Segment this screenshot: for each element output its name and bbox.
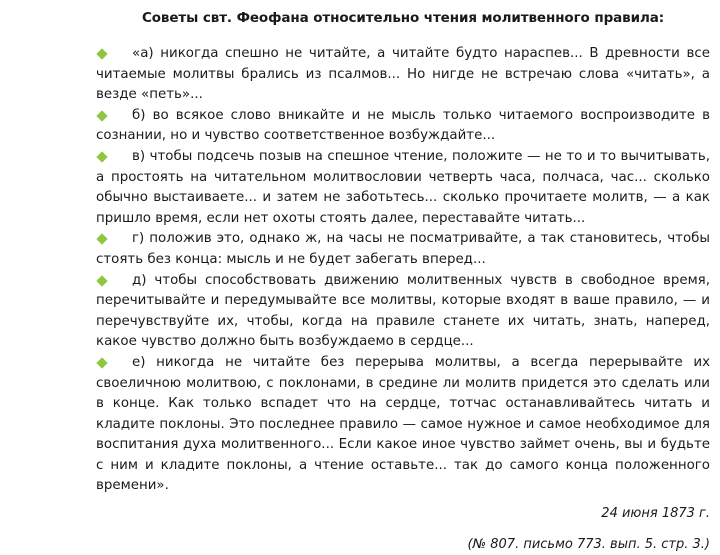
- diamond-bullet-icon: [96, 275, 107, 286]
- list-item: [96, 271, 710, 353]
- list-item-text: д) чтобы способствовать движению молитвенных чувств в свободное время, перечитывайте и передумывайте все молитвы, которые входят в ваше правило, — и перечувствуйте их, чтобы, когда на правиле станете их читать, знать, наперед, какое чувство должно быть возбуждаемо в сердце...: [96, 272, 710, 350]
- diamond-bullet-icon: [96, 357, 107, 368]
- source-reference: (№ 807. письмо 773. вып. 5. стр. 3.): [467, 537, 710, 553]
- diamond-bullet-icon: [96, 151, 107, 162]
- advice-list: [96, 44, 710, 497]
- list-item: [96, 106, 710, 147]
- list-item: [96, 353, 710, 497]
- list-item: [96, 147, 710, 229]
- diamond-bullet-icon: [96, 234, 107, 245]
- slide-title: Советы свт. Феофана относительно чтения молитвенного правила:: [141, 10, 665, 26]
- list-item: [96, 229, 710, 270]
- letter-date: 24 июня 1873 г.: [601, 506, 710, 522]
- diamond-bullet-icon: [96, 48, 107, 59]
- list-item: [96, 44, 710, 106]
- list-item-text: в) чтобы подсечь позыв на спешное чтение, положите — не то и то вычитывать, а простоять на читательном молитвословии четверть часа, полчаса, час... сколько обычно выстаиваете... и затем не заботьтесь... сколько прочитаете молитв, — а как пришло время, если нет охоты стоять далее, переставайте читать...: [96, 148, 710, 226]
- diamond-bullet-icon: [96, 110, 107, 121]
- list-item-text: г) положив это, однако ж, на часы не посматривайте, а так становитесь, чтобы стоять без конца: мысль и не будет забегать вперед...: [96, 231, 710, 267]
- list-item-text: б) во всякое слово вникайте и не мысль только читаемого воспроизводите в сознании, но и чувство соответственное возбуждайте...: [96, 107, 710, 144]
- list-item-text: «а) никогда спешно не читайте, а читайте будто нараспев... В древности все читаемые молитвы брались из псалмов... Но нигде не встречаю слова «читать», а везде «петь»...: [96, 46, 710, 103]
- list-item-text: е) никогда не читайте без перерыва молитвы, а всегда перерывайте их своеличною молитвою, с поклонами, в средине ли молитв придется это сделать или в конце. Как только вспадет что на сердце, тотчас останавливайтесь читать и кладите поклоны. Это последнее правило — самое нужное и самое необходимое для воспитания духа молитвенного... Если какое иное чувство займет очень, вы и будьте с ним и кладите поклоны, а чтение оставьте... так до самого конца положенного времени».: [96, 354, 710, 494]
